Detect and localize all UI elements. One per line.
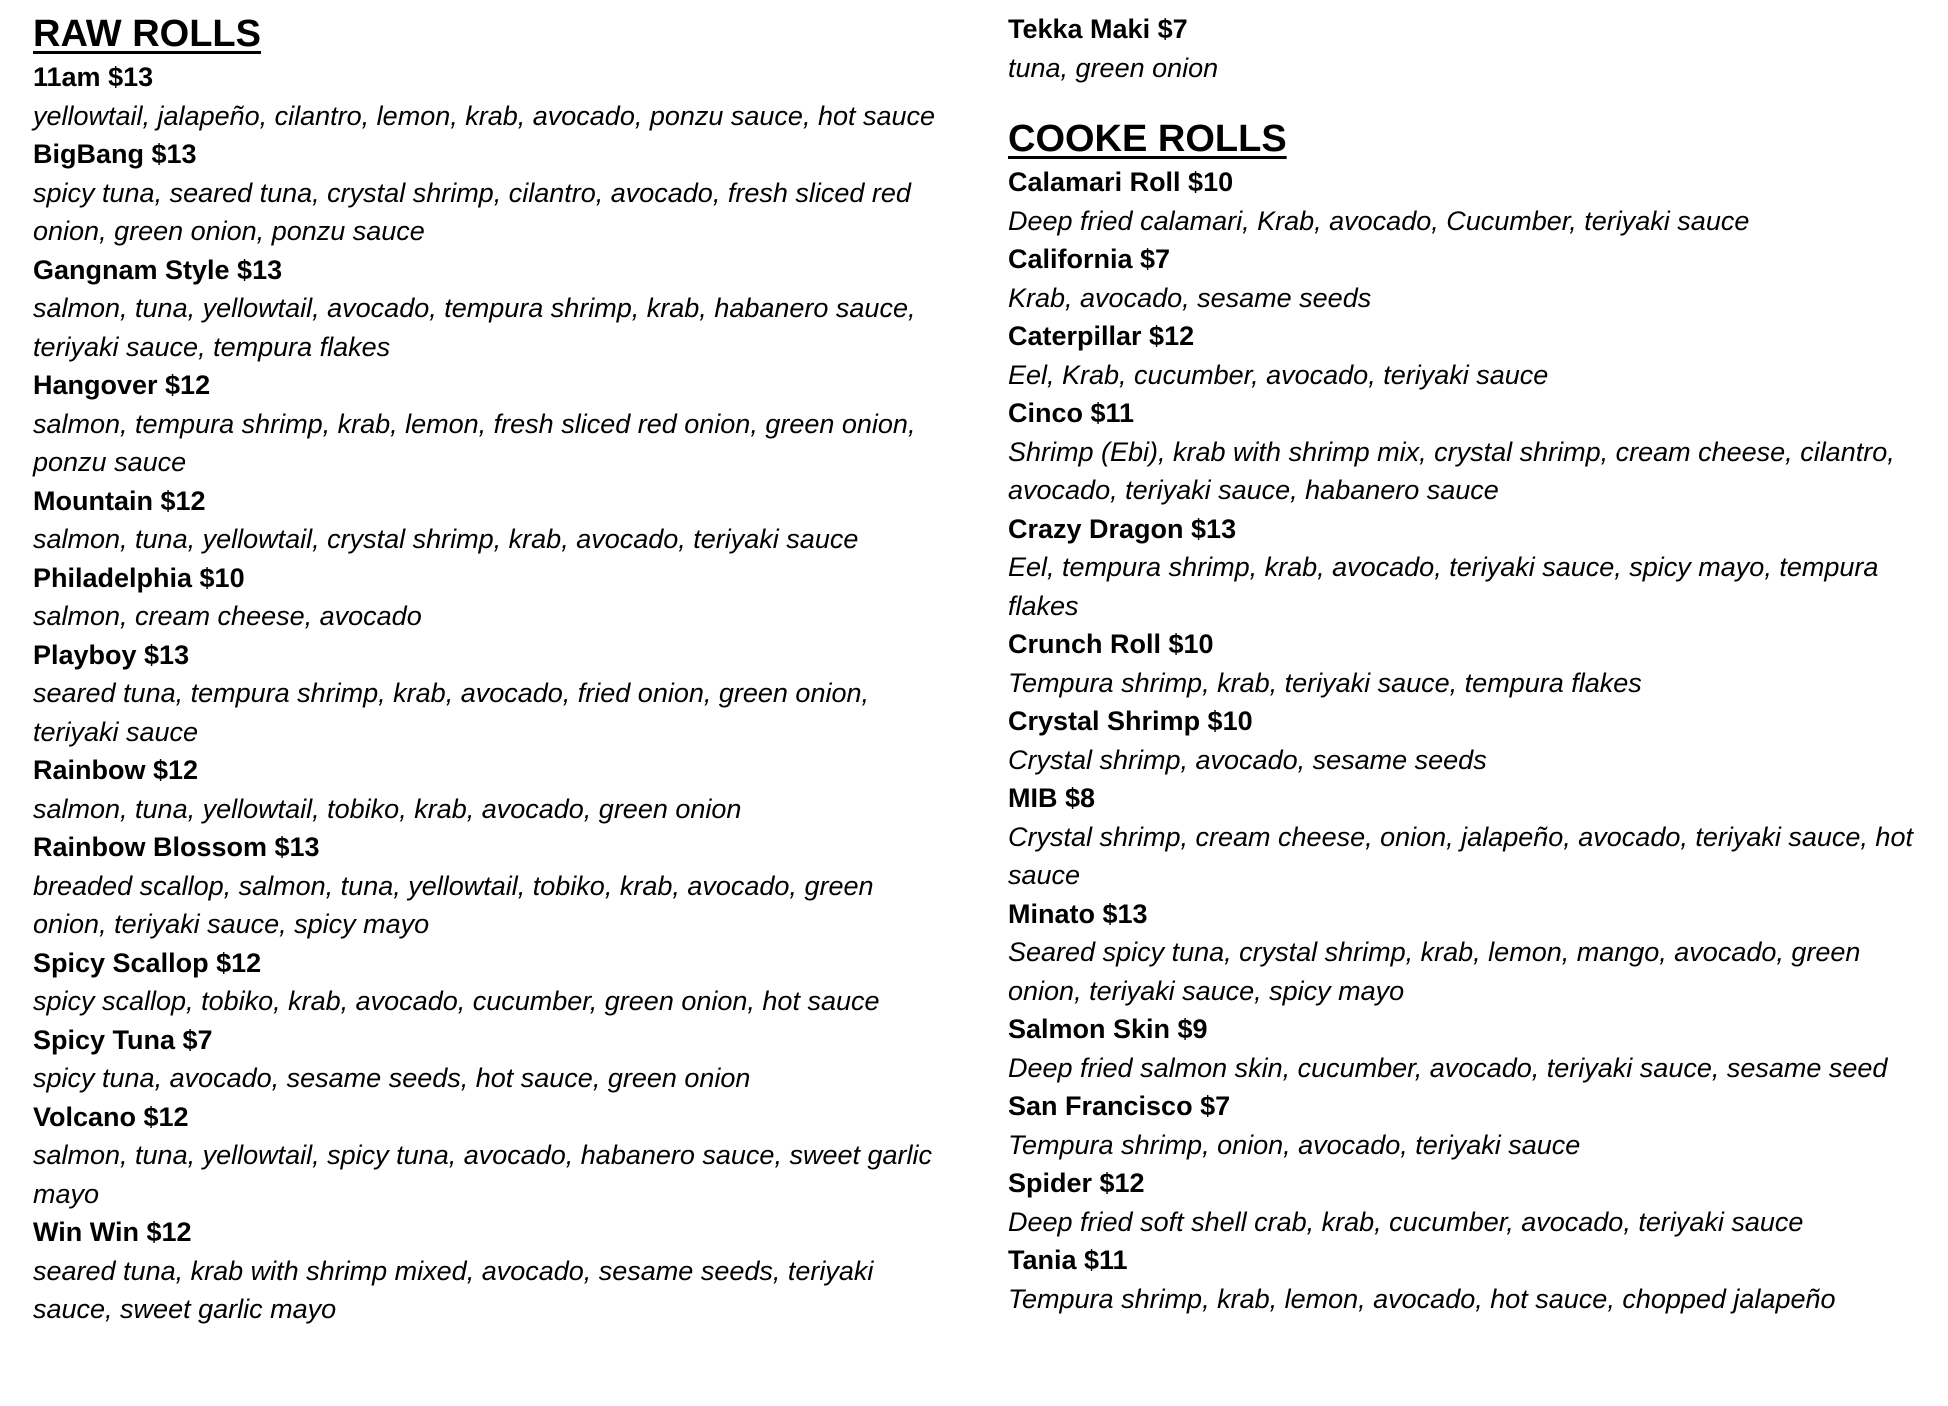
menu-item-name: Spider $12 — [1008, 1168, 1145, 1198]
menu-item-name: California $7 — [1008, 244, 1171, 274]
menu-item-name: Cinco $11 — [1008, 398, 1135, 428]
menu-item — [33, 251, 953, 367]
menu-item-description: Tempura shrimp, krab, teriyaki sauce, tempura flakes — [1008, 667, 1642, 698]
menu-item — [1008, 702, 1928, 779]
menu-item-name: Mountain $12 — [33, 485, 206, 516]
menu-item-name: Rainbow Blossom $13 — [33, 832, 320, 862]
menu-item-name: Hangover $12 — [33, 370, 211, 400]
menu-item-name: Spicy Scallop $12 — [33, 947, 262, 978]
menu-item — [33, 1021, 953, 1098]
menu-item — [33, 58, 953, 135]
menu-item-name: Win Win $12 — [33, 1217, 192, 1247]
menu-item-name: Crazy Dragon $13 — [1008, 513, 1237, 544]
raw-rolls-list — [33, 58, 953, 1329]
menu-item-name: Calamari Roll $10 — [1008, 167, 1234, 197]
menu-item-name: San Francisco $7 — [1008, 1091, 1231, 1121]
menu-item-name: Minato $13 — [1008, 898, 1148, 929]
menu-item-description: Krab, avocado, sesame seeds — [1008, 282, 1372, 313]
menu-item-description: Tempura shrimp, krab, lemon, avocado, hot sauce, chopped jalapeño — [1008, 1283, 1836, 1314]
menu-item-description: salmon, tuna, yellowtail, spicy tuna, avocado, habanero sauce, sweet garlic mayo — [33, 1140, 933, 1209]
menu-item-description: tuna, green onion — [1008, 52, 1219, 83]
menu-item-description: Tempura shrimp, onion, avocado, teriyaki sauce — [1008, 1129, 1581, 1160]
menu-item-description: seared tuna, krab with shrimp mixed, avocado, sesame seeds, teriyaki sauce, sweet garlic mayo — [33, 1255, 874, 1324]
menu-item-name: Tekka Maki $7 — [1008, 14, 1188, 44]
menu-item-name: Crystal Shrimp $10 — [1008, 706, 1253, 736]
menu-item-description: yellowtail, jalapeño, cilantro, lemon, krab, avocado, ponzu sauce, hot sauce — [33, 100, 936, 131]
section-spacer — [1008, 87, 1928, 115]
menu-item-description: seared tuna, tempura shrimp, krab, avocado, fried onion, green onion, teriyaki sauce — [33, 678, 869, 747]
menu-item-description: spicy scallop, tobiko, krab, avocado, cucumber, green onion, hot sauce — [33, 986, 880, 1016]
menu-item-description: Shrimp (Ebi), krab with shrimp mix, crystal shrimp, cream cheese, cilantro, avocado, teriyaki sauce, habanero sauce — [1008, 436, 1895, 505]
menu-item — [1008, 510, 1928, 626]
menu-item-description: Crystal shrimp, avocado, sesame seeds — [1008, 744, 1487, 775]
menu-item — [1008, 394, 1928, 510]
menu-item — [33, 135, 953, 251]
menu-item — [1008, 10, 1928, 87]
menu-item — [33, 636, 953, 752]
cooke-rolls-list — [1008, 163, 1928, 1318]
menu-item-name: 11am $13 — [33, 62, 154, 92]
menu-item-name: BigBang $13 — [33, 139, 197, 169]
menu-item — [33, 559, 953, 636]
raw-rolls-title: RAW ROLLS — [33, 13, 261, 55]
menu-item-description: salmon, tuna, yellowtail, crystal shrimp, krab, avocado, teriyaki sauce — [33, 524, 859, 554]
menu-item — [33, 944, 953, 1021]
menu-item — [33, 828, 953, 944]
menu-item-description: spicy tuna, avocado, sesame seeds, hot sauce, green onion — [33, 1063, 751, 1093]
menu-item — [1008, 240, 1928, 317]
menu-item-description: Eel, tempura shrimp, krab, avocado, teriyaki sauce, spicy mayo, tempura flakes — [1008, 552, 1879, 621]
menu-item — [1008, 1241, 1928, 1318]
menu-item-name: Tania $11 — [1008, 1245, 1128, 1275]
menu-item — [1008, 625, 1928, 702]
menu-item — [33, 1098, 953, 1214]
cooke-rolls-title: COOKE ROLLS — [1008, 118, 1287, 160]
menu-item — [33, 751, 953, 828]
menu-item — [1008, 163, 1928, 240]
menu-item-name: Playboy $13 — [33, 639, 190, 670]
menu-item-description: salmon, tuna, yellowtail, avocado, tempura shrimp, krab, habanero sauce, teriyaki sauce, tempura flakes — [33, 293, 916, 362]
menu-item-description: salmon, cream cheese, avocado — [33, 601, 422, 631]
menu-item-name: Volcano $12 — [33, 1101, 189, 1132]
menu-item — [1008, 317, 1928, 394]
menu-item — [33, 366, 953, 482]
menu-item-description: Deep fried calamari, Krab, avocado, Cucumber, teriyaki sauce — [1008, 205, 1750, 236]
menu-item-description: Eel, Krab, cucumber, avocado, teriyaki sauce — [1008, 359, 1549, 390]
menu-item-description: salmon, tuna, yellowtail, tobiko, krab, avocado, green onion — [33, 793, 742, 824]
menu-item-description: Deep fried soft shell crab, krab, cucumber, avocado, teriyaki sauce — [1008, 1206, 1804, 1237]
left-column — [33, 10, 953, 1329]
menu-item — [1008, 779, 1928, 895]
menu-item — [1008, 895, 1928, 1011]
raw-rolls-continued-list — [1008, 10, 1928, 87]
menu-item — [33, 1213, 953, 1329]
menu-item — [1008, 1087, 1928, 1164]
menu-item-name: Salmon Skin $9 — [1008, 1014, 1208, 1044]
menu-item-description: Deep fried salmon skin, cucumber, avocado, teriyaki sauce, sesame seed — [1008, 1052, 1888, 1083]
menu-item-description: salmon, tempura shrimp, krab, lemon, fresh sliced red onion, green onion, ponzu sauce — [33, 408, 916, 477]
menu-item — [1008, 1010, 1928, 1087]
menu-item-name: Gangnam Style $13 — [33, 254, 283, 285]
menu-item — [33, 482, 953, 559]
menu-item-description: Crystal shrimp, cream cheese, onion, jalapeño, avocado, teriyaki sauce, hot sauce — [1008, 821, 1913, 890]
menu-item-name: Spicy Tuna $7 — [33, 1024, 213, 1055]
right-column — [1008, 10, 1928, 1318]
menu-item-name: Crunch Roll $10 — [1008, 629, 1214, 659]
menu-item-description: breaded scallop, salmon, tuna, yellowtail, tobiko, krab, avocado, green onion, teriyaki sauce, spicy mayo — [33, 870, 874, 939]
menu-item-description: Seared spicy tuna, crystal shrimp, krab, lemon, mango, avocado, green onion, teriyaki sauce, spicy mayo — [1008, 937, 1861, 1006]
menu-item-description: spicy tuna, seared tuna, crystal shrimp, cilantro, avocado, fresh sliced red onion, green onion, ponzu sauce — [33, 177, 911, 246]
menu-item-name: MIB $8 — [1008, 783, 1096, 813]
menu-item-name: Philadelphia $10 — [33, 562, 245, 593]
menu-item-name: Caterpillar $12 — [1008, 321, 1195, 351]
menu-item-name: Rainbow $12 — [33, 755, 199, 785]
menu-item — [1008, 1164, 1928, 1241]
